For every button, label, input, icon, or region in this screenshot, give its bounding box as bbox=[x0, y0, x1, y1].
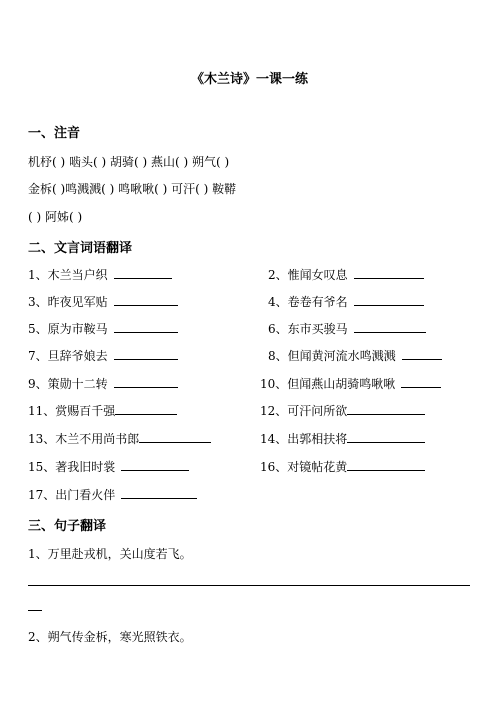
item-text: 10、但闻燕山胡骑鸣啾啾 bbox=[260, 377, 396, 391]
item-text: 9、策勋十二转 bbox=[28, 377, 108, 391]
answer-blank[interactable] bbox=[115, 403, 177, 415]
translation-item bbox=[260, 375, 441, 392]
sentence-item: 2、朔气传金柝，寒光照铁衣。 bbox=[28, 630, 192, 644]
translation-item bbox=[260, 402, 425, 419]
answer-blank[interactable] bbox=[121, 459, 189, 471]
section-heading-pronunciation: 一、注音 bbox=[28, 126, 81, 141]
answer-blank[interactable] bbox=[114, 376, 178, 388]
translation-item bbox=[28, 320, 178, 337]
answer-blank[interactable] bbox=[114, 321, 178, 333]
item-text: 11、赏赐百千强 bbox=[28, 404, 116, 418]
answer-blank[interactable] bbox=[347, 431, 425, 443]
translation-item bbox=[268, 293, 424, 310]
item-text: 3、昨夜见军贴 bbox=[28, 295, 108, 309]
answer-blank[interactable] bbox=[121, 487, 197, 499]
translation-item bbox=[268, 320, 426, 337]
item-text: 5、原为市鞍马 bbox=[28, 322, 108, 336]
translation-item bbox=[28, 430, 211, 447]
section-heading-sentence: 三、句子翻译 bbox=[28, 519, 107, 534]
answer-blank[interactable] bbox=[402, 348, 442, 360]
translation-item bbox=[28, 347, 178, 364]
translation-item bbox=[28, 458, 189, 475]
translation-item bbox=[28, 375, 178, 392]
page-title: 《木兰诗》一课一练 bbox=[190, 72, 308, 87]
item-text: 6、东市买骏马 bbox=[268, 322, 348, 336]
item-text: 14、出郭相扶将 bbox=[260, 432, 348, 446]
pronunciation-row-3: ( ) 阿姊( ) bbox=[28, 210, 83, 224]
translation-item bbox=[268, 347, 442, 364]
section-heading-translation: 二、文言词语翻译 bbox=[28, 241, 133, 256]
answer-blank[interactable] bbox=[354, 267, 424, 279]
answer-line-continuation bbox=[28, 610, 42, 611]
answer-blank[interactable] bbox=[347, 459, 425, 471]
item-text: 8、但闻黄河流水鸣溅溅 bbox=[268, 349, 396, 363]
answer-blank[interactable] bbox=[354, 321, 426, 333]
item-text: 7、旦辞爷娘去 bbox=[28, 349, 108, 363]
answer-blank[interactable] bbox=[347, 403, 425, 415]
translation-item bbox=[28, 486, 197, 503]
translation-item bbox=[260, 430, 425, 447]
answer-blank[interactable] bbox=[114, 348, 178, 360]
item-text: 13、木兰不用尚书郎 bbox=[28, 432, 140, 446]
translation-item bbox=[28, 266, 172, 283]
answer-blank[interactable] bbox=[114, 294, 178, 306]
translation-item bbox=[268, 266, 424, 283]
item-text: 16、对镜帖花黄 bbox=[260, 460, 348, 474]
sentence-item: 1、万里赴戎机，关山度若飞。 bbox=[28, 547, 192, 561]
answer-blank[interactable] bbox=[401, 376, 441, 388]
item-text: 1、木兰当户织 bbox=[28, 268, 108, 282]
translation-item bbox=[28, 293, 178, 310]
pronunciation-row-2: 金柝( )鸣溅溅( ) 鸣啾啾( ) 可汗( ) 鞍鞯 bbox=[28, 182, 237, 196]
translation-item bbox=[28, 402, 177, 419]
item-text: 17、出门看火伴 bbox=[28, 488, 116, 502]
item-text: 15、著我旧时裳 bbox=[28, 460, 116, 474]
item-text: 4、卷卷有爷名 bbox=[268, 295, 348, 309]
answer-blank[interactable] bbox=[114, 267, 172, 279]
pronunciation-row-1: 机杼( ) 啮头( ) 胡骑( ) 燕山( ) 朔气( ) bbox=[28, 155, 230, 169]
answer-blank[interactable] bbox=[354, 294, 424, 306]
answer-blank[interactable] bbox=[139, 431, 211, 443]
answer-line[interactable] bbox=[28, 585, 470, 586]
item-text: 2、惟闻女叹息 bbox=[268, 268, 348, 282]
translation-item bbox=[260, 458, 425, 475]
item-text: 12、可汗问所欲 bbox=[260, 404, 348, 418]
